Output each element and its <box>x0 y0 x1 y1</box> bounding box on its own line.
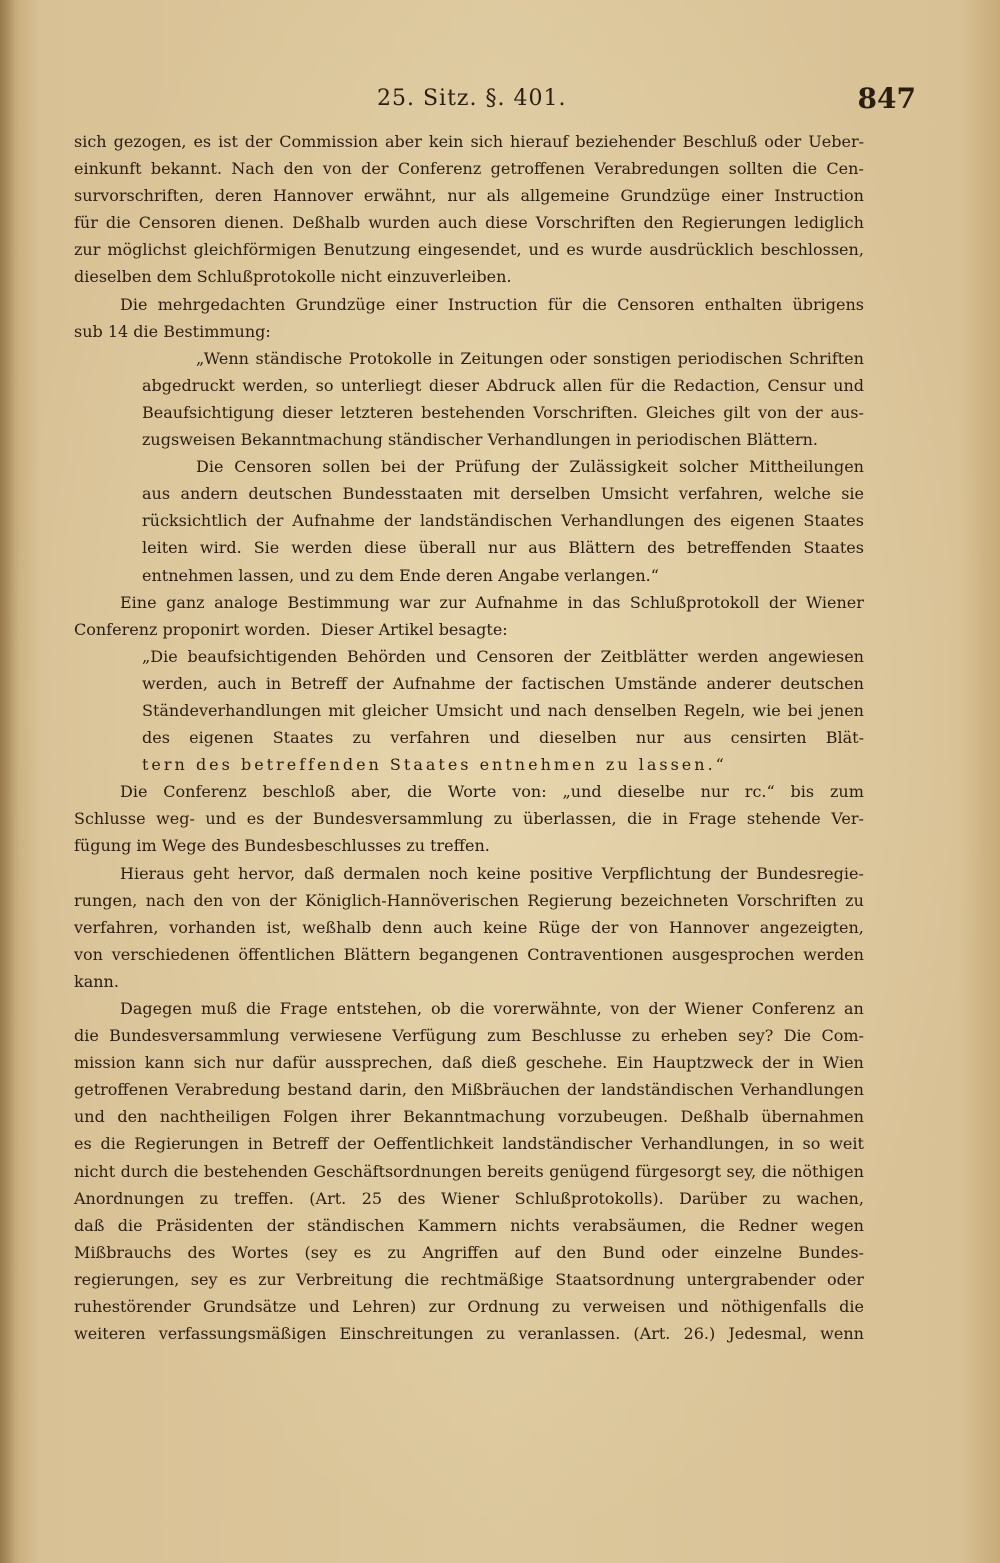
text-line: leiten wird. Sie werden diese überall nur aus Blättern des betreffenden Staates <box>142 538 864 558</box>
text-line: zugsweisen Bekanntmachung ständischer Verhandlungen in periodischen Blättern. <box>142 430 818 450</box>
text-line: Schlusse weg- und es der Bundesversammlung zu überlassen, die in Frage stehende Ver- <box>74 809 864 829</box>
text-line: dieselben dem Schlußprotokolle nicht einzuverleiben. <box>74 267 512 287</box>
text-line: von verschiedenen öffentlichen Blättern begangenen Contraventionen ausgesprochen werden <box>74 944 864 964</box>
text-line: getroffenen Verabredung bestand darin, den Mißbräuchen der landständischen Verhandlungen <box>74 1080 864 1100</box>
page-edge-shadow <box>0 0 20 1563</box>
text-line: Mißbrauchs des Wortes (sey es zu Angriffen auf den Bund oder einzelne Bundes- <box>74 1242 864 1262</box>
text-line: es die Regierungen in Betreff der Oeffentlichkeit landständischer Verhandlungen, in so weit <box>74 1134 864 1154</box>
text-line: rungen, nach den von der Königlich-Hannöverischen Regierung bezeichneten Vorschriften zu <box>74 890 864 910</box>
text-line: Die mehrgedachten Grundzüge einer Instruction für die Censoren enthalten übrigens <box>120 294 864 314</box>
text-line: Ständeverhandlungen mit gleicher Umsicht und nach denselben Regeln, wie bei jenen <box>142 700 864 720</box>
text-line: entnehmen lassen, und zu dem Ende deren Angabe verlangen.“ <box>142 565 659 585</box>
running-head: 25. Sitz. §. 401. <box>377 86 567 111</box>
text-line: Anordnungen zu treffen. (Art. 25 des Wiener Schlußprotokolls). Darüber zu wachen, <box>74 1188 864 1208</box>
text-line: sich gezogen, es ist der Commission aber kein sich hierauf beziehender Beschluß oder Ueber- <box>74 132 864 151</box>
text-line: Hieraus geht hervor, daß dermalen noch keine positive Verpflichtung der Bundesregie- <box>120 863 864 883</box>
text-line: fügung im Wege des Bundesbeschlusses zu treffen. <box>74 836 490 856</box>
text-line: verfahren, vorhanden ist, weßhalb denn auch keine Rüge der von Hannover angezeigten, <box>74 917 864 937</box>
text-line: daß die Präsidenten der ständischen Kammern nichts verabsäumen, die Redner wegen <box>74 1215 864 1235</box>
text-line: ruhestörender Grundsätze und Lehren) zur Ordnung zu verweisen und nöthigenfalls die <box>74 1297 864 1317</box>
text-line: und den nachtheiligen Folgen ihrer Bekanntmachung vorzubeugen. Deßhalb übernahmen <box>74 1107 864 1127</box>
text-line: Die Conferenz beschloß aber, die Worte von: „und dieselbe nur rc.“ bis zum <box>120 782 864 802</box>
text-line: nicht durch die bestehenden Geschäftsordnungen bereits genügend fürgesorgt sey, die nöthigen <box>74 1161 864 1181</box>
text-line: zur möglichst gleichförmigen Benutzung eingesendet, und es wurde ausdrücklich beschlossen, <box>74 240 864 260</box>
text-line: weiteren verfassungsmäßigen Einschreitungen zu veranlassen. (Art. 26.) Jedesmal, wenn <box>74 1324 864 1344</box>
text-line: werden, auch in Betreff der Aufnahme der factischen Umstände anderer deutschen <box>142 673 864 693</box>
page-header <box>72 82 916 126</box>
page-body <box>74 128 864 1347</box>
text-line: „Wenn ständische Protokolle in Zeitungen oder sonstigen periodischen Schriften <box>196 348 864 368</box>
text-line: tern des betreffenden Staates entnehmen zu lassen.“ <box>142 755 727 775</box>
text-line: survorschriften, deren Hannover erwähnt, nur als allgemeine Grundzüge einer Instruction <box>74 186 864 206</box>
text-line: des eigenen Staates zu verfahren und dieselben nur aus censirten Blät- <box>142 728 864 748</box>
text-line: Die Censoren sollen bei der Prüfung der Zulässigkeit solcher Mittheilungen <box>196 457 864 477</box>
text-line: einkunft bekannt. Nach den von der Conferenz getroffenen Verabredungen sollten die Cen- <box>74 159 864 179</box>
text-line: Dagegen muß die Frage entstehen, ob die vorerwähnte, von der Wiener Conferenz an <box>120 999 864 1018</box>
text-line: für die Censoren dienen. Deßhalb wurden auch diese Vorschriften den Regierungen lediglich <box>74 213 864 233</box>
text-line: regierungen, sey es zur Verbreitung die rechtmäßige Staatsordnung untergrabender oder <box>74 1269 864 1289</box>
text-line: kann. <box>74 971 119 991</box>
text-line: „Die beaufsichtigenden Behörden und Censoren der Zeitblätter werden angewiesen <box>142 646 864 666</box>
text-line: die Bundesversammlung verwiesene Verfügung zum Beschlusse zu erheben sey? Die Com- <box>74 1026 864 1046</box>
text-line: mission kann sich nur dafür aussprechen, daß dieß geschehe. Ein Hauptzweck der in Wien <box>74 1053 864 1073</box>
text-line: aus andern deutschen Bundesstaaten mit derselben Umsicht verfahren, welche sie <box>142 484 864 504</box>
text-line: rücksichtlich der Aufnahme der landständischen Verhandlungen des eigenen Staates <box>142 511 864 531</box>
text-line: Eine ganz analoge Bestimmung war zur Aufnahme in das Schlußprotokoll der Wiener <box>120 592 864 612</box>
text-line: abgedruckt werden, so unterliegt dieser Abdruck allen für die Redaction, Censur und <box>142 375 864 395</box>
text-line: sub 14 die Bestimmung: <box>74 321 271 341</box>
page-number: 847 <box>857 82 916 115</box>
text-line: Conferenz proponirt worden. Dieser Artikel besagte: <box>74 619 508 639</box>
text-line: Beaufsichtigung dieser letzteren bestehenden Vorschriften. Gleiches gilt von der aus- <box>142 402 864 422</box>
